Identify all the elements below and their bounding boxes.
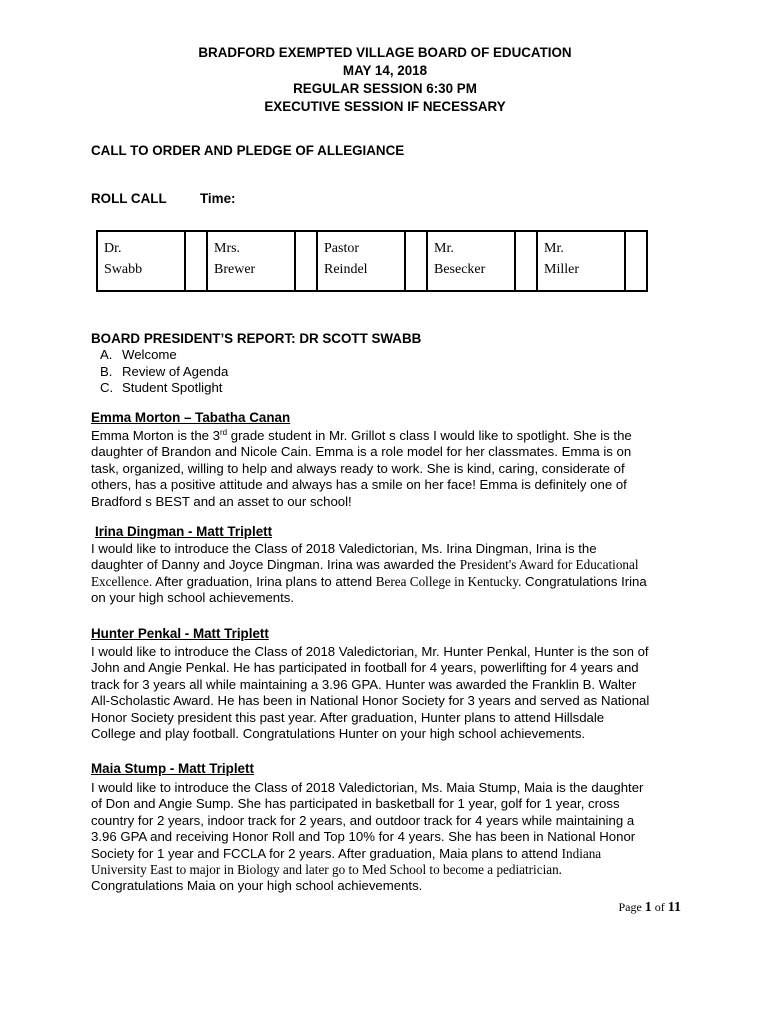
list-item: C. Student Spotlight: [100, 380, 223, 395]
header-regular-session: REGULAR SESSION 6:30 PM: [293, 81, 477, 96]
header-executive-session: EXECUTIVE SESSION IF NECESSARY: [264, 99, 506, 114]
roll-member-besecker: Mr. Besecker: [427, 231, 515, 291]
roll-vote-box[interactable]: [405, 231, 427, 291]
spotlight-title-hunter: Hunter Penkal - Matt Triplett: [91, 626, 269, 641]
list-item: A. Welcome: [100, 347, 177, 362]
list-item: B. Review of Agenda: [100, 363, 229, 379]
spotlight-text-maia: I would like to introduce the Class of 2018 Valedictorian, Ms. Maia Stump, Maia is the daughter of Don and Angie Sump. She has participated in basketball for 1 year, golf for 1 year, cross country for 2 years, indoor track for 2 years, and outdoor track for 4 years while maintaining a 3.96 GPA and receiving Honor Roll and Top 10% for 4 years. She has been in National Honor Society for 1 year and FCCLA for 2 years. After graduation, Maia plans to attend Indiana University East to major in Biology and later go to Med School to become a pediatrician. Congratulations Maia on your high school achievements.: [91, 780, 644, 894]
roll-vote-box[interactable]: [515, 231, 537, 291]
roll-vote-box[interactable]: [295, 231, 317, 291]
roll-member-swabb: Dr. Swabb: [97, 231, 185, 291]
spotlight-title-emma: Emma Morton – Tabatha Canan: [91, 410, 291, 425]
president-report-heading: BOARD PRESIDENT’S REPORT: DR SCOTT SWABB: [91, 331, 422, 346]
spotlight-title-irina: Irina Dingman - Matt Triplett: [95, 524, 273, 539]
roll-vote-box[interactable]: [185, 231, 207, 291]
roll-call-time-label: Time:: [200, 191, 236, 206]
roll-member-reindel: Pastor Reindel: [317, 231, 405, 291]
roll-call-table: [96, 230, 648, 292]
spotlight-text-irina: I would like to introduce the Class of 2018 Valedictorian, Ms. Irina Dingman, Irina is the daughter of Danny and Joyce Dingman. Irina was awarded the President's Award for Educational Excellence. After graduation, Irina plans to attend Berea College in Kentucky. Congratulations Irina on your high school achievements.: [91, 541, 647, 606]
president-report-list: [100, 347, 228, 397]
page-number-footer: Page 1 of 11: [618, 900, 681, 915]
header-date: MAY 14, 2018: [342, 63, 428, 78]
spotlight-text-hunter: I would like to introduce the Class of 2018 Valedictorian, Mr. Hunter Penkal, Hunter is the son of John and Angie Penkal. He has participated in football for 4 years, powerlifting for 4 years and track for 3 years all while maintaining a 3.96 GPA. Hunter was awarded the Franklin B. Walter All-Scholastic Award. He has been in National Honor Society for 3 years and served as National Honor Society president this past year. After graduation, Hunter plans to attend Hillsdale College and play football. Congratulations Hunter on your high school achievements.: [91, 644, 650, 742]
document-header: [0, 44, 770, 116]
spotlight-text-emma: Emma Morton is the 3rd grade student in Mr. Grillot s class I would like to spotlight. She is the daughter of Brandon and Nicole Cain. Emma is a role model for her classmates. Emma is on task, organized, willing to help and always ready to work. She is kind, caring, considerate of others, has a positive attitude and always has a smile on her face! Emma is definitely one of Bradford s BEST and an asset to our school!: [91, 428, 632, 509]
roll-member-miller: Mr. Miller: [537, 231, 625, 291]
call-to-order-heading: CALL TO ORDER AND PLEDGE OF ALLEGIANCE: [91, 143, 405, 158]
header-board-name: BRADFORD EXEMPTED VILLAGE BOARD OF EDUCATION: [198, 45, 572, 60]
roll-call-label: ROLL CALL: [91, 191, 167, 206]
roll-member-brewer: Mrs. Brewer: [207, 231, 295, 291]
roll-vote-box[interactable]: [625, 231, 647, 291]
spotlight-title-maia: Maia Stump - Matt Triplett: [91, 761, 254, 776]
